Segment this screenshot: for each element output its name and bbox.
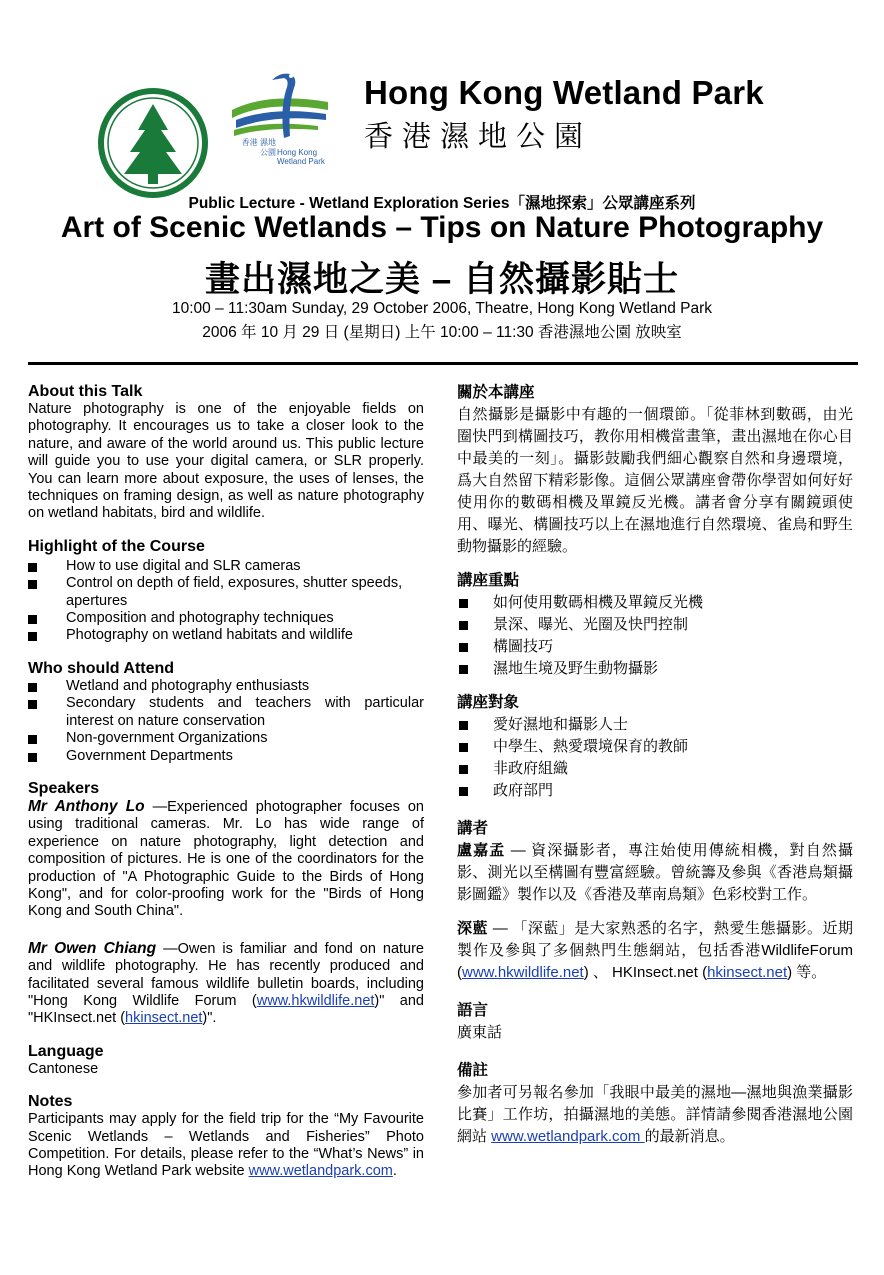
bullet-icon: [28, 615, 37, 624]
language-heading: Language: [28, 1042, 104, 1060]
list-item: How to use digital and SLR cameras: [28, 558, 424, 575]
chinese-column: [457, 382, 853, 1148]
wetlandpark-link[interactable]: www.wetlandpark.com: [248, 1163, 393, 1180]
header-divider: [28, 362, 858, 365]
attend-heading: Who should Attend: [28, 659, 175, 677]
hkinsect-link-cn[interactable]: hkinsect.net: [707, 964, 788, 981]
speaker-2-name: Mr Owen Chiang: [28, 939, 157, 957]
lecture-series: Public Lecture - Wetland Exploration Series「濕地探索」公眾講座系列: [188, 195, 696, 212]
highlight-list-cn: [457, 592, 853, 680]
about-text: Nature photography is one of the enjoyable fields on photography. It encourages us to take a closer look to the nature, and aware of the world around us. This public lecture will guide you to use your digital camera, or SLR properly. You can learn more about exposure, the uses of lenses, the techniques on framing design, as well as nature photography on wetland habitats, bird and wildlife.: [28, 401, 424, 522]
list-item: 中學生、熱愛環境保育的教師: [457, 736, 853, 758]
highlight-list: [28, 558, 424, 645]
list-item: 景深、曝光、光圈及快門控制: [457, 614, 853, 636]
about-heading: About this Talk: [28, 383, 143, 400]
speakers-heading-cn: 講者: [457, 820, 489, 837]
bullet-icon: [28, 563, 37, 572]
hkwildlife-link[interactable]: www.hkwildlife.net: [256, 992, 375, 1009]
highlight-heading: Highlight of the Course: [28, 537, 205, 555]
park-name-cn: 香港濕地公園: [364, 119, 593, 153]
lecture-title-cn: 畫出濕地之美 – 自然攝影貼士: [205, 260, 679, 299]
notes-heading: Notes: [28, 1093, 73, 1111]
list-item: 濕地生境及野生動物攝影: [457, 658, 853, 680]
list-item: Control on depth of field, exposures, shutter speeds, apertures: [28, 575, 424, 610]
speaker-1-cn: 盧嘉孟 — 資深攝影者，專注始使用傳統相機，對自然攝影、測光以至構圖有豐富經驗。曾統籌及參與《香港鳥類攝影圖鑑》製作以及《香港及華南鳥類》色彩校對工作。: [457, 842, 853, 903]
list-item: Wetland and photography enthusiasts: [28, 678, 424, 695]
highlight-heading-cn: 講座重點: [457, 572, 520, 589]
attend-heading-cn: 講座對象: [457, 694, 520, 711]
list-item: 如何使用數碼相機及單鏡反光機: [457, 592, 853, 614]
bullet-icon: [459, 721, 468, 730]
list-item: 政府部門: [457, 780, 853, 802]
bullet-icon: [459, 665, 468, 674]
notes-text: Participants may apply for the field trip for the “My Favourite Scenic Wetlands – Wetlands and Fisheries” Photo Competition. For details, please refer to the “What’s News” in Hong Kong Wetland Park website www.wetlandpark.com.: [28, 1111, 424, 1180]
speaker-2-name-cn: 深藍: [457, 920, 489, 937]
bullet-icon: [28, 632, 37, 641]
language-value: Cantonese: [28, 1060, 99, 1077]
bullet-icon: [459, 599, 468, 608]
hkwildlife-link-cn[interactable]: www.hkwildlife.net: [462, 964, 584, 981]
wetlandpark-link-cn[interactable]: www.wetlandpark.com: [491, 1128, 645, 1145]
speaker-1-name: Mr Anthony Lo: [28, 797, 145, 815]
speaker-1-bio: —Experienced photographer focuses on using traditional cameras. Mr. Lo has wide range of experience on nature photography, light detection and composition of pictures. He is one of the coordinators for the production of "A Photographic Guide to the Birds of Hong Kong", and for color-proofing work for the "Birds of Hong Kong and South China".: [28, 798, 425, 920]
notes-heading-cn: 備註: [457, 1062, 489, 1079]
speaker-1: [28, 798, 424, 921]
attendee-list: [28, 678, 424, 765]
afcd-tree-logo: [96, 86, 210, 200]
logo-caption-en: Hong Kong Wetland Park: [277, 148, 325, 166]
bullet-icon: [459, 743, 468, 752]
list-item: Photography on wetland habitats and wildlife: [28, 627, 424, 644]
schedule-en: 10:00 – 11:30am Sunday, 29 October 2006, Theatre, Hong Kong Wetland Park: [172, 300, 712, 317]
bullet-icon: [28, 700, 37, 709]
speakers-heading: Speakers: [28, 779, 100, 797]
park-name-en: Hong Kong Wetland Park: [364, 74, 764, 111]
bullet-icon: [28, 580, 37, 589]
about-text-cn: 自然攝影是攝影中有趣的一個環節。「從菲林到數碼，由光圈快門到構圖技巧，教你用相機當畫筆，畫出濕地在你心目中最美的一刻」。攝影鼓勵我們細心觀察自然和身邊環境，爲大自然留下精彩影像。這個公眾講座會帶你學習如何好好使用你的數碼相機及單鏡反光機。講者會分享有關鏡頭使用、曝光、構圖技巧以上在濕地進行自然環境、雀鳥和野生動物攝影的經驗。: [457, 406, 853, 555]
schedule-cn: 2006 年 10 月 29 日 (星期日) 上午 10:00 – 11:30 香港濕地公園 放映室: [202, 324, 682, 341]
bullet-icon: [459, 621, 468, 630]
list-item: Government Departments: [28, 748, 424, 765]
logo-caption-cn: 香港 濕地公園: [241, 138, 276, 157]
bullet-icon: [459, 765, 468, 774]
bullet-icon: [459, 643, 468, 652]
about-heading-cn: 關於本講座: [457, 384, 535, 401]
speaker-2: Mr Owen Chiang —Owen is familiar and fond on nature and wildlife photography. He has recently produced and facilitated several famous wildlife bulletin boards, including "Hong Kong Wildlife Forum (www.hkwildlife.net)" and "HKInsect.net (hkinsect.net)".: [28, 939, 424, 1027]
speaker-2-cn: 深藍 — 「深藍」是大家熟悉的名字，熱愛生態攝影。近期製作及參與了多個熱門生態網站，包括香港WildlifeForum (www.hkwildlife.net) 、 HKInsect.net (hkinsect.net) 等。: [457, 920, 853, 981]
bullet-icon: [28, 735, 37, 744]
notes-text-cn: 參加者可另報名參加「我眼中最美的濕地—濕地與漁業攝影比賽」工作坊，拍攝濕地的美態。詳情請參閱香港濕地公園網站 www.wetlandpark.com 的最新消息。: [457, 1084, 853, 1145]
list-item: Composition and photography techniques: [28, 610, 424, 627]
bullet-icon: [28, 753, 37, 762]
speaker-1-name-cn: 盧嘉孟: [457, 842, 506, 859]
attendee-list-cn: [457, 714, 853, 802]
bullet-icon: [459, 787, 468, 796]
list-item: 非政府組織: [457, 758, 853, 780]
list-item: 愛好濕地和攝影人士: [457, 714, 853, 736]
list-item: Secondary students and teachers with particular interest on nature conservation: [28, 695, 424, 730]
list-item: Non-government Organizations: [28, 730, 424, 747]
language-heading-cn: 語言: [457, 1002, 489, 1019]
lecture-title-en: Art of Scenic Wetlands – Tips on Nature Photography: [60, 211, 824, 244]
language-value-cn: 廣東話: [457, 1024, 503, 1041]
english-column: [28, 382, 424, 1181]
list-item: 構圖技巧: [457, 636, 853, 658]
bullet-icon: [28, 683, 37, 692]
hkinsect-link[interactable]: hkinsect.net: [125, 1010, 203, 1027]
